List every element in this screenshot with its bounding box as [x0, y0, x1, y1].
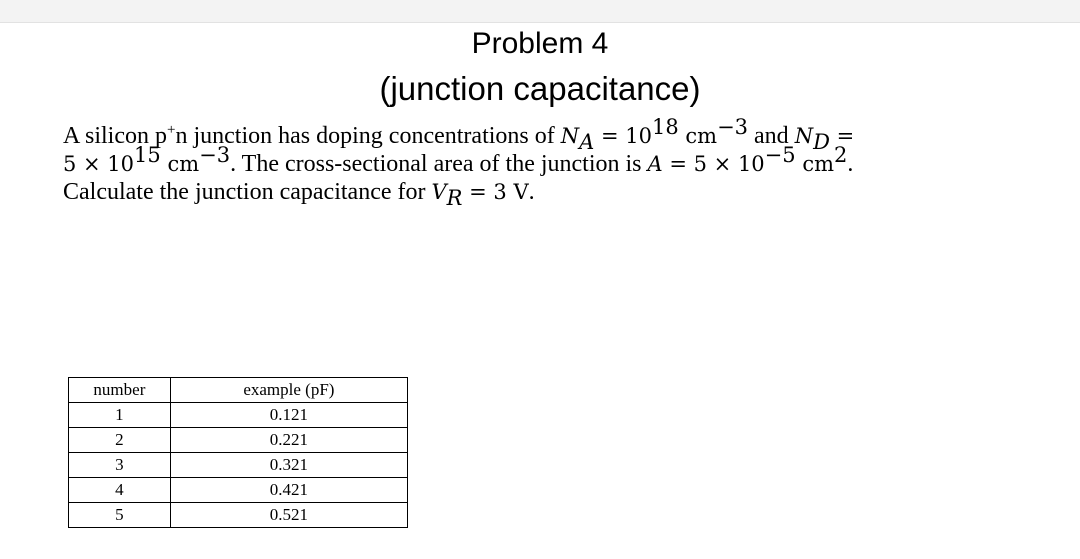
math-subscript: A — [579, 129, 595, 154]
math-expression: = 5 × 10 — [662, 152, 765, 176]
math-unit: cm — [678, 124, 718, 148]
text-segment: n junction has doping concentrations of — [175, 123, 561, 149]
table-row — [69, 403, 408, 428]
problem-subtitle: (junction capacitance) — [379, 70, 701, 107]
math-expression: = 3 V — [462, 180, 529, 204]
math-exponent: −3 — [199, 143, 231, 167]
table-cell-number: 1 — [69, 403, 171, 428]
text-segment: A silicon p — [63, 123, 168, 149]
text-segment: and — [748, 123, 795, 149]
math-symbol-A: A — [647, 152, 663, 176]
example-values-table — [68, 377, 408, 528]
math-subscript: D — [813, 129, 830, 154]
table-cell-number: 4 — [69, 478, 171, 503]
math-subscript: R — [446, 185, 463, 210]
table-row — [69, 478, 408, 503]
table-cell-number: 2 — [69, 428, 171, 453]
table-cell-value: 0.521 — [170, 503, 407, 528]
text-segment: . The cross-sectional area of the junction is — [230, 151, 648, 177]
math-exponent: −3 — [717, 115, 749, 139]
problem-statement — [63, 115, 1063, 210]
math-exponent: −5 — [764, 143, 796, 167]
math-exponent: 15 — [134, 143, 161, 167]
table-cell-number: 3 — [69, 453, 171, 478]
math-unit: cm — [795, 152, 834, 176]
text-segment: Calculate the junction capacitance for — [63, 179, 432, 205]
superscript: + — [167, 122, 176, 138]
text-segment: . — [847, 151, 854, 177]
math-exponent: 18 — [651, 115, 679, 139]
table-cell-number: 5 — [69, 503, 171, 528]
math-symbol-V: V — [431, 180, 447, 204]
problem-line-2 — [63, 143, 1063, 178]
column-header-number: number — [69, 378, 171, 403]
table-row — [69, 453, 408, 478]
table-cell-value: 0.421 — [170, 478, 407, 503]
text-segment: . — [528, 179, 535, 205]
table-cell-value: 0.121 — [170, 403, 407, 428]
math-symbol-N: N — [560, 124, 580, 148]
math-symbol-N: N — [794, 124, 814, 148]
math-expression: = — [829, 124, 855, 148]
math-exponent: 2 — [834, 143, 848, 167]
math-expression: = 10 — [594, 124, 652, 148]
problem-line-3 — [63, 178, 1063, 210]
table-row — [69, 428, 408, 453]
table-cell-value: 0.221 — [170, 428, 407, 453]
table-row — [69, 503, 408, 528]
problem-title: Problem 4 — [471, 27, 609, 60]
column-header-example: example (pF) — [170, 378, 407, 403]
math-expression: 5 × 10 — [63, 152, 135, 176]
table-header-row — [69, 378, 408, 403]
math-unit: cm — [160, 152, 200, 176]
top-toolbar-bar — [0, 0, 1080, 23]
table-cell-value: 0.321 — [170, 453, 407, 478]
